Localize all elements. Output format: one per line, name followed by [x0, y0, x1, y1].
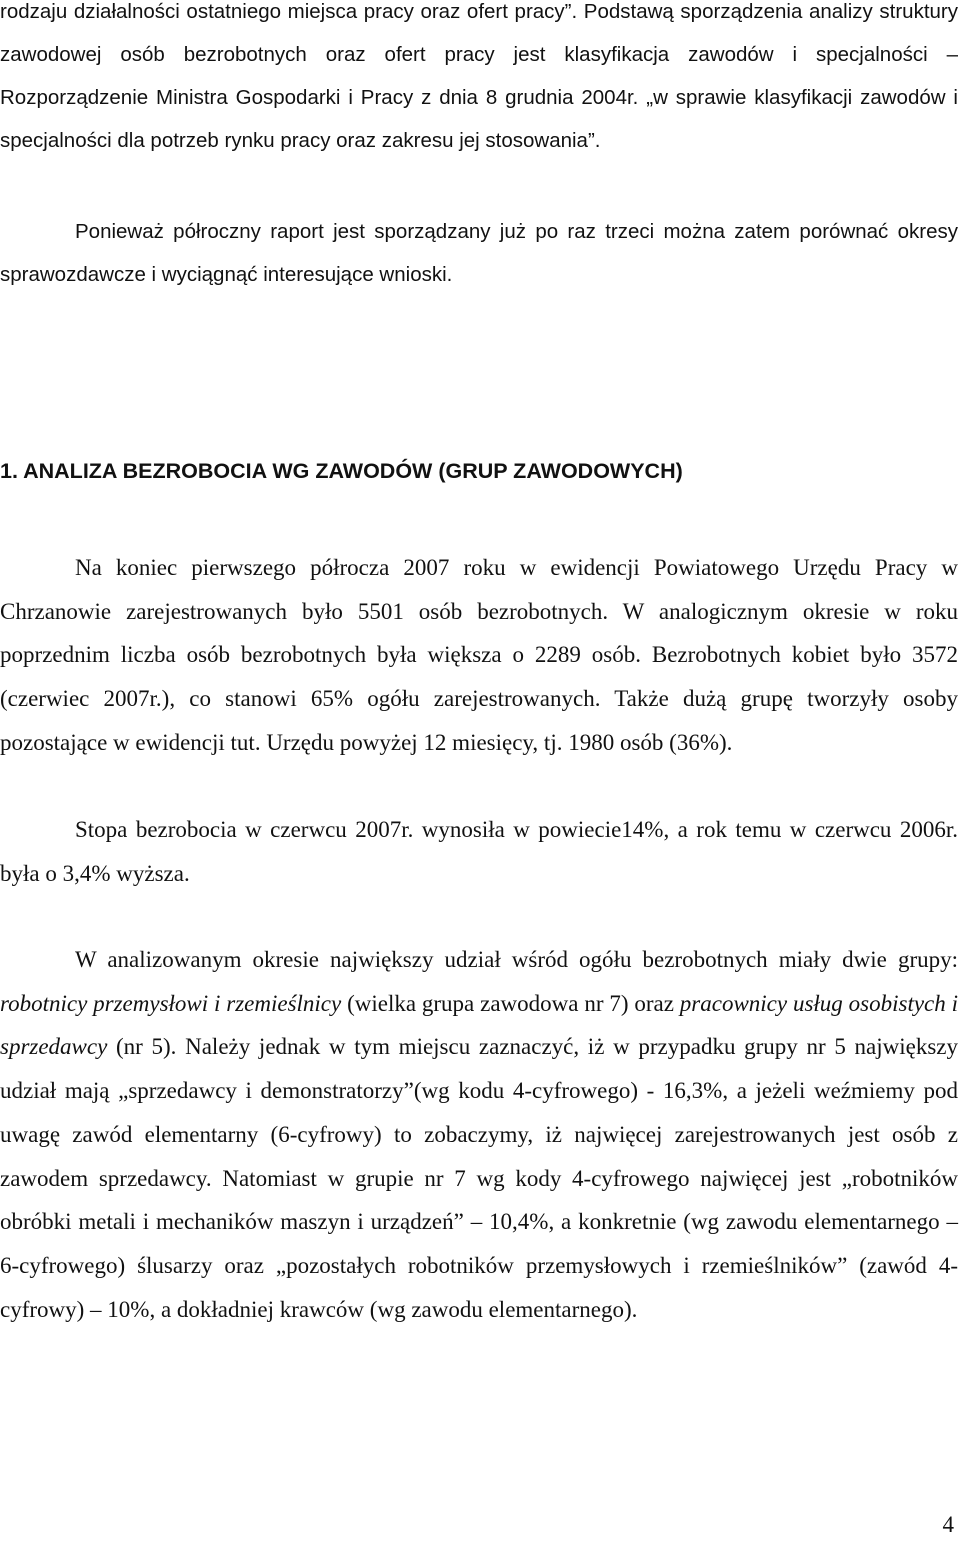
- section-paragraph-1: Na koniec pierwszego półrocza 2007 roku w ewidencji Powiatowego Urzędu Pracy w Chrzanowie zarejestrowanych było 5501 osób bezrobotnych. W analogicznym okresie w roku poprzednim liczba osób bezrobotnych była większa o 2289 osób. Bezrobotnych kobiet było 3572 (czerwiec 2007r.), co stanowi 65% ogółu zarejestrowanych. Także dużą grupę tworzyły osoby pozostające w ewidencji tut. Urzędu powyżej 12 miesięcy, tj. 1980 osób (36%).: [0, 555, 958, 755]
- intro-paragraph-1: rodzaju działalności ostatniego miejsca pracy oraz ofert pracy”. Podstawą sporządzenia analizy struktury zawodowej osób bezrobotnych oraz ofert pracy jest klasyfikacja zawodów i specjalności – Rozporządzenie Ministra Gospodarki i Pracy z dnia 8 grudnia 2004r. „w sprawie klasyfikacji zawodów i specjalności dla potrzeb rynku pracy oraz zakresu jej stosowania”.: [0, 0, 958, 152]
- group-5-name: pracownicy usług osobistych i sprzedawcy: [0, 990, 959, 1060]
- paragraph-text: (nr 5). Należy jednak w tym miejscu zaznaczyć, iż w przypadku grupy nr 5 największy udział mają „sprzedawcy i demonstratorzy”(wg kodu 4-cyfrowego) - 16,3%, a jeżeli weźmiemy pod uwagę zawód elementarny (6-cyfrowy) to zobaczymy, iż najwięcej zarejestrowanych jest osób z zawodem sprzedawcy. Natomiast w grupie nr 7 wg kody 4-cyfrowego najwięcej jest „robotników obróbki metali i mechaników maszyn i urządzeń” – 10,4%, a konkretnie (wg zawodu elementarnego – 6-cyfrowego) ślusarzy oraz „pozostałych robotników przemysłowych i rzemieślników” (zawód 4-cyfrowy) – 10%, a dokładniej krawców (wg zawodu elementarnego).: [0, 1034, 958, 1322]
- intro-paragraph-2: Ponieważ półroczny raport jest sporządzany już po raz trzeci można zatem porównać okresy sprawozdawcze i wyciągnąć interesujące wnioski.: [0, 220, 958, 286]
- section-paragraph-2: Stopa bezrobocia w czerwcu 2007r. wynosiła w powiecie14%, a rok temu w czerwcu 2006r. była o 3,4% wyższa.: [0, 817, 958, 886]
- section-heading: 1. ANALIZA BEZROBOCIA WG ZAWODÓW (GRUP ZAWODOWYCH): [0, 459, 683, 483]
- page-number: 4: [942, 1512, 954, 1537]
- paragraph-text: (wielka grupa zawodowa nr 7) oraz: [341, 990, 680, 1016]
- section-paragraph-3: [0, 938, 958, 1331]
- group-7-name: robotnicy przemysłowi i rzemieślnicy: [0, 990, 342, 1016]
- paragraph-text: W analizowanym okresie największy udział wśród ogółu bezrobotnych miały dwie grupy:: [75, 947, 958, 972]
